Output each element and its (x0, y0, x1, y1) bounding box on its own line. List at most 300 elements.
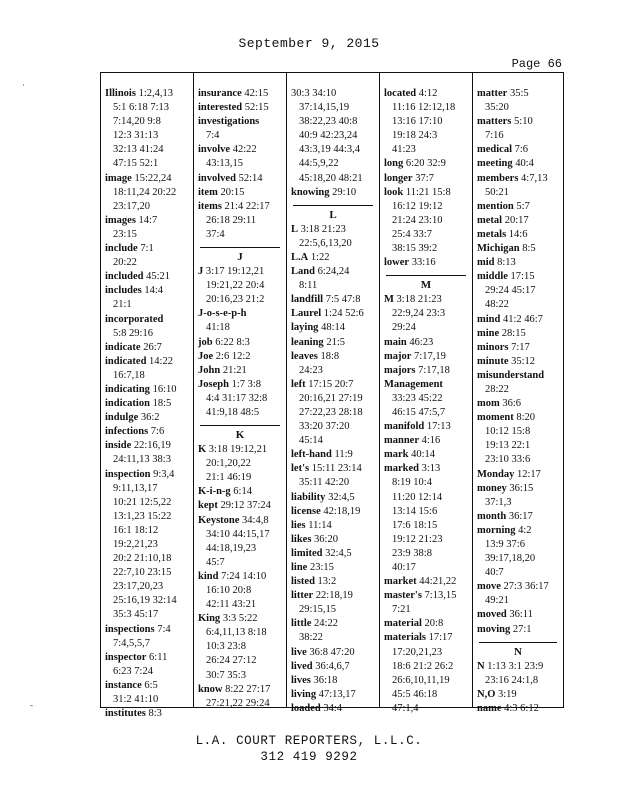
index-word: matter (477, 88, 508, 99)
page-line-refs: 7:17,18 (418, 364, 450, 376)
page-line-refs: 5:1 6:18 7:13 (113, 102, 170, 114)
page-line-refs: 29:12 37:24 (220, 500, 271, 512)
index-entry-line (384, 617, 472, 631)
index-word: moment (477, 412, 514, 424)
index-entry-line (384, 434, 472, 448)
index-entry-line (105, 651, 193, 665)
page-line-refs: 41:2 46:7 (502, 313, 543, 325)
page-line-refs: 37:14,15,19 (299, 102, 350, 114)
index-word: kind (198, 570, 219, 582)
index-entry (198, 612, 286, 682)
index-entry-line (105, 341, 193, 355)
page-line-refs: 35:3 45:17 (113, 609, 159, 621)
index-entry-line (291, 378, 379, 392)
index-word: K-i-n-g (198, 486, 231, 498)
page-line-refs: 29:10 (332, 186, 357, 198)
page-line-refs: 23:15 (113, 228, 137, 240)
page-line-refs: 16:1 18:12 (113, 524, 159, 536)
page-line-refs: 35:11 42:20 (299, 477, 350, 489)
page-line-refs: 20:8 (424, 618, 444, 630)
index-entry (105, 383, 193, 397)
index-word: living (291, 688, 317, 700)
index-entry-line (198, 336, 286, 350)
page-line-refs: 14:6 (508, 228, 528, 240)
page-line-refs: 7:17,19 (414, 350, 446, 362)
index-word: K (198, 444, 207, 456)
page-line-refs: 8:22 27:17 (225, 683, 271, 695)
page-line-refs: 39:17,18,20 (485, 553, 536, 565)
index-entry-line (477, 660, 563, 674)
page-line-refs: 41:9,18 48:5 (206, 406, 260, 418)
index-entry-line (198, 514, 286, 528)
page-line-refs: 22:16,19 (133, 440, 171, 452)
page-line-refs: 47:1,4 (392, 702, 419, 714)
index-entry-line (384, 378, 472, 392)
index-entry-line (291, 674, 379, 688)
index-entry-line (291, 533, 379, 547)
index-entry (291, 293, 379, 307)
page-line-refs: 36:8 47:20 (309, 646, 355, 658)
page-line-refs: 21:21 (222, 364, 247, 376)
index-entry (291, 617, 379, 645)
index-entry-line (477, 608, 563, 622)
index-entry (198, 87, 286, 101)
index-word: Monday (477, 468, 515, 480)
page-line-refs: 10:21 12:5,22 (113, 496, 172, 508)
index-entry-line (291, 575, 379, 589)
index-entry-line (105, 270, 193, 284)
page-line-refs: 32:4,5 (325, 547, 352, 559)
index-entry (477, 623, 563, 637)
letter-heading: L (293, 205, 373, 222)
page-line-refs: 3:13 (421, 463, 441, 475)
index-word: left-hand (291, 449, 332, 461)
index-word: M (384, 294, 394, 306)
index-entry (477, 702, 563, 716)
index-entry (477, 580, 563, 608)
page-line-refs: 23:9 38:8 (392, 547, 432, 559)
index-entry (477, 87, 563, 115)
index-word: listed (291, 576, 315, 588)
page-line-refs: 7:13,15 (424, 590, 457, 602)
page-line-refs: 47:13,17 (318, 688, 356, 700)
page-line-refs: 32:4,5 (328, 491, 355, 503)
page-line-refs: 1:13 3:1 23:9 (487, 660, 544, 672)
page-line-refs: 3:3 5:22 (222, 613, 258, 625)
index-word: images (105, 214, 136, 226)
index-entry-line (291, 491, 379, 505)
page-line-refs: 36:6 (502, 398, 522, 410)
page-line-refs: 14:22 (149, 355, 173, 367)
page-line-refs: 40:7 (485, 567, 504, 579)
index-word: master's (384, 590, 422, 602)
page-line-refs: 13:16 17:10 (392, 116, 443, 128)
page-line-refs: 27:1 (512, 623, 532, 635)
page-line-refs: 48:22 (485, 299, 509, 311)
index-word: involved (198, 172, 236, 184)
page-line-refs: 46:15 47:5,7 (392, 406, 446, 418)
index-entry (384, 631, 472, 716)
page-line-refs: 42:11 43:21 (206, 599, 257, 611)
page-line-refs: 8:19 10:4 (392, 477, 432, 489)
court-reporter-name: L.A. COURT REPORTERS, L.L.C. (195, 734, 423, 748)
index-word: knowing (291, 186, 330, 198)
page-line-refs: 1:7 3:8 (231, 378, 262, 390)
index-word: mind (477, 313, 501, 325)
index-entry-line (477, 228, 563, 242)
index-entry-line (198, 570, 286, 584)
page-line-refs: 7:24 14:10 (221, 570, 267, 582)
index-entry (105, 355, 193, 383)
index-entry (291, 505, 379, 519)
index-word: involve (198, 144, 231, 156)
index-entry (198, 101, 286, 115)
index-entry-line (384, 350, 472, 364)
page-line-refs: 17:15 (510, 271, 535, 283)
index-word: items (198, 200, 222, 212)
index-entry-line (384, 87, 472, 101)
index-entry (105, 425, 193, 439)
index-entry (477, 524, 563, 580)
index-word: liability (291, 491, 326, 503)
page-line-refs: 6:22 8:3 (215, 336, 250, 348)
page-line-refs: 2:6 12:2 (215, 350, 251, 362)
page-line-refs: 20:16,23 21:2 (206, 294, 265, 306)
page-line-refs: 7:4 (206, 130, 220, 142)
index-entry (291, 533, 379, 547)
index-entry-line (105, 411, 193, 425)
index-word: live (291, 646, 307, 658)
word-index-table (100, 72, 564, 720)
index-entry (477, 256, 563, 270)
index-entry (198, 115, 286, 143)
index-word: instance (105, 679, 142, 691)
index-entry (384, 186, 472, 256)
index-entry (291, 688, 379, 702)
index-word: Land (291, 266, 315, 278)
page-line-refs: 36:11 (509, 609, 533, 621)
index-entry-line (477, 256, 563, 270)
page-line-refs: 16:7,18 (113, 369, 145, 381)
page-line-refs: 37:1,3 (485, 496, 512, 508)
index-word: Illinois (105, 88, 136, 99)
page-line-refs: 18:11,24 20:22 (113, 186, 177, 198)
index-entry-line (384, 462, 472, 476)
index-word: manner (384, 435, 419, 447)
page-line-refs: 3:19 (498, 688, 517, 700)
page-line-refs: 22:5,6,13,20 (299, 237, 352, 249)
page-line-refs: 41:18 (206, 322, 230, 334)
index-entry-line (291, 547, 379, 561)
page-line-refs: 26:18 29:11 (206, 214, 257, 226)
index-column-4 (380, 73, 473, 714)
page-line-refs: 17:17 (428, 632, 453, 644)
court-reporter-phone: 312 419 9292 (260, 750, 358, 764)
index-word: middle (477, 271, 508, 283)
index-word: leaning (291, 336, 324, 348)
page-line-refs: 9:3,4 (153, 468, 175, 480)
index-word: limited (291, 547, 323, 559)
index-entry-line (291, 589, 379, 603)
index-word: metals (477, 228, 507, 240)
index-entry (477, 157, 563, 171)
page-line-refs: 18:6 21:2 26:2 (392, 660, 454, 672)
page-line-refs: 52:14 (238, 172, 263, 184)
index-word: leaves (291, 350, 318, 362)
page-line-refs: 5:10 (514, 116, 533, 128)
page-line-refs: 3:17 19:12,21 (205, 266, 265, 278)
index-entry (384, 157, 472, 171)
index-entry (291, 336, 379, 350)
index-entry-line (198, 265, 286, 279)
page-line-refs: 4:2 (518, 524, 532, 536)
index-entry-line (198, 172, 286, 186)
page-line-refs: 16:12 19:12 (392, 200, 443, 212)
index-entry (291, 547, 379, 561)
page-line-refs: 23:16 24:1,8 (485, 674, 539, 686)
index-word: N (477, 660, 485, 672)
index-entry-line (291, 186, 379, 200)
page-line-refs: 4:12 (418, 88, 438, 99)
index-entry (477, 660, 563, 688)
index-word: move (477, 581, 501, 593)
page-line-refs: 42:15 (244, 88, 269, 99)
index-entry-line (198, 307, 286, 321)
index-word: L.A (291, 251, 309, 263)
index-word: market (384, 576, 417, 588)
page-line-refs: 18:8 (320, 350, 340, 362)
page-line-refs: 16:10 20:8 (206, 585, 252, 596)
page-line-refs: 6:20 32:9 (405, 158, 446, 170)
index-word: mark (384, 449, 409, 461)
page-line-refs: 10:12 15:8 (485, 426, 531, 438)
page-line-refs: 6:11 (149, 651, 168, 663)
page-line-refs: 8:3 (148, 708, 162, 720)
index-entry (477, 143, 563, 157)
index-word: Michigan (477, 243, 520, 255)
index-entry (291, 561, 379, 575)
index-word: name (477, 702, 502, 714)
index-word: indicate (105, 341, 141, 353)
index-entry-line (384, 575, 472, 589)
index-entry (291, 702, 379, 716)
page-line-refs: 7:4 (157, 623, 171, 635)
page-line-refs: 19:12 21:23 (392, 533, 443, 545)
index-entry-line (384, 186, 472, 200)
page-line-refs: 21:24 23:10 (392, 214, 443, 226)
index-word: King (198, 613, 221, 625)
index-entry-line (198, 499, 286, 513)
page-line-refs: 44:21,22 (419, 576, 457, 588)
page-line-refs: 5:7 (516, 200, 530, 212)
index-word: misunderstand (477, 369, 545, 381)
index-word: lives (291, 674, 311, 686)
index-word: Laurel (291, 308, 322, 320)
page-line-refs: 24:22 (314, 618, 338, 630)
index-word: inspection (105, 468, 151, 480)
index-entry (105, 397, 193, 411)
index-word: mid (477, 257, 495, 269)
index-entry-line (291, 688, 379, 702)
page-line-refs: 47:15 52:1 (113, 158, 159, 170)
index-entry (477, 200, 563, 214)
index-word: minors (477, 341, 509, 353)
index-word: materials (384, 632, 426, 644)
page-line-refs: 26:7 (143, 341, 162, 353)
index-entry (105, 679, 193, 707)
index-entry (291, 87, 379, 186)
page-line-refs: 29:24 45:17 (485, 285, 536, 297)
index-entry (477, 214, 563, 228)
page-line-refs: 8:5 (522, 243, 536, 255)
index-entry-line (384, 336, 472, 350)
page-line-refs: 11:20 12:14 (392, 491, 443, 503)
index-word: mine (477, 327, 500, 339)
index-entry-line (105, 397, 193, 411)
page-line-refs: 21:1 46:19 (206, 472, 252, 484)
index-entry-line (198, 683, 286, 697)
page-line-refs: 38:22,23 40:8 (299, 116, 358, 128)
index-entry (105, 284, 193, 312)
index-entry-line (477, 157, 563, 171)
index-entry-line (291, 321, 379, 335)
page-line-refs: 36:18 (313, 674, 338, 686)
page-line-refs: 21:1 (113, 299, 132, 311)
index-entry-line (198, 364, 286, 378)
page-line-refs: 11:14 (308, 519, 332, 531)
page-line-refs: 21:4 22:17 (224, 200, 270, 212)
index-word: J-o-s-e-p-h (198, 308, 247, 320)
page-line-refs: 20:15 (220, 186, 245, 198)
index-column-3 (287, 73, 380, 714)
page-line-refs: 37:4 (206, 228, 225, 240)
page-line-refs: 22:9,24 23:3 (392, 308, 446, 320)
page-line-refs: 6:23 7:24 (113, 665, 153, 677)
index-entry (291, 448, 379, 462)
page-line-refs: 34:10 44:15,17 (206, 528, 270, 540)
index-entry (291, 251, 379, 265)
page-line-refs: 16:10 (152, 383, 177, 395)
page-line-refs: 23:17,20,23 (113, 581, 164, 593)
index-word: infections (105, 426, 149, 438)
page-line-refs: 26:6,10,11,19 (392, 674, 450, 686)
page-line-refs: 8:13 (497, 257, 516, 269)
index-entry (198, 364, 286, 378)
index-entry-line (477, 688, 563, 702)
index-entry (105, 439, 193, 467)
page-line-refs: 20:2 21:10,18 (113, 553, 172, 565)
index-entry-line (198, 612, 286, 626)
index-column-5 (473, 73, 563, 714)
index-word: litter (291, 590, 314, 602)
index-entry-line (384, 420, 472, 434)
index-word: include (105, 243, 138, 255)
index-column-1 (101, 73, 194, 720)
index-entry-line (291, 251, 379, 265)
index-entry-line (291, 336, 379, 350)
index-entry-line (477, 270, 563, 284)
page-line-refs: 46:23 (409, 336, 434, 348)
index-entry-line (198, 143, 286, 157)
page-line-refs: 9:11,13,17 (113, 482, 158, 494)
page-line-refs: 6:5 (144, 679, 158, 691)
page-line-refs: 7:6 (150, 426, 165, 438)
index-entry-line (291, 505, 379, 519)
page-line-refs: 50:21 (485, 186, 509, 198)
page-line-refs: 4:16 (421, 435, 441, 447)
index-entry (477, 608, 563, 622)
index-entry-line (384, 448, 472, 462)
index-entry (198, 683, 286, 711)
page-line-refs: 1:22 (310, 251, 330, 263)
index-entry (198, 172, 286, 186)
index-word: Keystone (198, 514, 240, 526)
index-entry (477, 482, 563, 510)
index-entry-line (105, 355, 193, 369)
page-line-refs: 24:23 (299, 364, 323, 376)
page-line-refs: 22:7,10 23:15 (113, 567, 172, 579)
index-entry (198, 307, 286, 335)
index-entry-line (105, 284, 193, 298)
index-entry-line (105, 623, 193, 637)
page-line-refs: 26:24 27:12 (206, 655, 257, 667)
index-entry (105, 172, 193, 214)
index-entry-line (198, 378, 286, 392)
index-word: lower (384, 257, 410, 269)
page-line-refs: 44:5,9,22 (299, 158, 339, 170)
index-entry-line (477, 580, 563, 594)
page-line-refs: 18:5 (152, 398, 172, 410)
index-word: Joe (198, 350, 214, 362)
page-line-refs: 27:21,22 29:24 (206, 697, 270, 709)
page-line-refs: 17:20,21,23 (392, 646, 443, 658)
index-word: look (384, 186, 404, 198)
page-line-refs: 17:13 (426, 421, 451, 433)
page-line-refs: 3:18 21:23 (396, 294, 442, 306)
page-line-refs: 40:17 (392, 562, 416, 573)
index-entry-line (105, 383, 193, 397)
index-word: item (198, 186, 218, 198)
index-entry (477, 411, 563, 467)
page-line-refs: 36:17 (508, 510, 533, 522)
page-line-refs: 12:3 31:13 (113, 130, 159, 142)
page-line-refs: 7:14,20 9:8 (113, 116, 161, 128)
page-line-refs: 14:7 (138, 214, 158, 226)
index-entry (291, 575, 379, 589)
page-line-refs: 8:20 (516, 412, 536, 424)
index-entry-line (198, 115, 286, 129)
index-entry-line (477, 143, 563, 157)
index-entry (477, 369, 563, 397)
page-line-refs: 20:17 (504, 214, 529, 226)
page-line-refs: 40:14 (411, 449, 436, 461)
index-entry (198, 485, 286, 499)
index-word: loaded (291, 702, 321, 714)
index-word: longer (384, 172, 413, 184)
index-word: money (477, 482, 507, 494)
scan-mark: · (22, 80, 25, 90)
index-entry-line (198, 443, 286, 457)
index-entry-line (291, 462, 379, 476)
page-line-refs: 45:5 46:18 (392, 688, 438, 700)
page-line-refs: 7:4,5,5,7 (113, 637, 151, 649)
index-entry (384, 420, 472, 434)
index-entry (105, 411, 193, 425)
page-line-refs: 29:15,15 (299, 604, 337, 616)
index-word: majors (384, 364, 416, 376)
page-line-refs: 13:9 37:6 (485, 539, 525, 550)
index-entry (291, 646, 379, 660)
